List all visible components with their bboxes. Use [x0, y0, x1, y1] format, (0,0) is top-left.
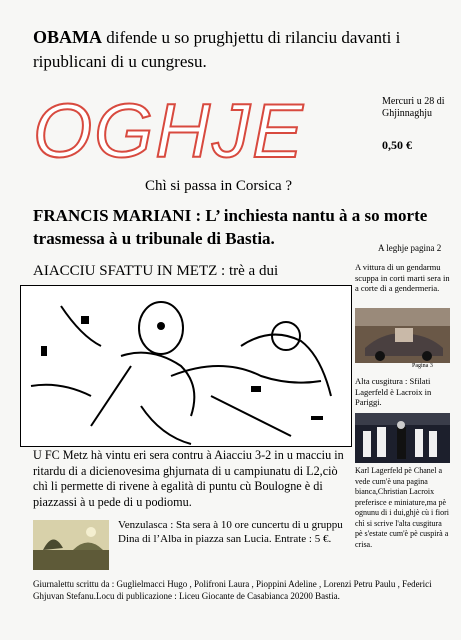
issue-date: Mercuri u 28 di Ghjinnaghju [382, 96, 445, 119]
page-number-note: Pagina 3 [412, 363, 433, 369]
francis-headline: FRANCIS MARIANI : L’ inchiesta nantu à a so morte trasmessa à u tribunale di Bastia. [33, 206, 428, 248]
lagerfeld-article: Karl Lagerfeld pè Chanel a vede cum'è una pagina bianca,Christian Lacroix preferisce e miniature,ma pè ognunu di i dui,ghjè cù i fiori chì si scrive l'alta cusgitura pè s'estate cum'è pè cuspirà a crisa. [355, 466, 449, 549]
fashion-caption: Alta cusgitura : Sfilati Lagerfeld è Lacroix in Pariggi. [355, 376, 432, 407]
masthead-title: OGHJE [33, 89, 305, 174]
top-headline: OBAMA difende u so prughjettu di rilanciu davanti i ripublicani di u cungresu. [33, 27, 401, 71]
gendarmeria-caption: A vittura di un gendarmu scuppa in corti marti sera in a corte di a gendermeria. [355, 262, 450, 293]
concert-announcement: Venzulasca : Sta sera à 10 ore cuncertu di u gruppu Dina di l’Alba in piazza san Lucia. Entrate : 5 €. [118, 519, 343, 545]
fashion-show-photo [355, 413, 450, 463]
sport-article: U FC Metz hà vintu eri sera contru à Aiacciu 3-2 in u macciu in ritardu di a dicienovesima ghjurnata di u campiunatu di L2,ciò chì li permette di rivene à egalità di puntu cù Boulogne è di piazzassi à u pede di u podiomu. [33, 448, 344, 509]
concert-photo [33, 520, 109, 570]
read-page-note: A leghje pagina 2 [378, 243, 442, 253]
issue-price: 0,50 € [382, 138, 412, 152]
credits: Giurnalettu scrittu da : Guglielmacci Hugo , Polifroni Laura , Pioppini Adeline , Lorenzi Petru Paulu , Federici Ghjuvan Stefanu.Locu di publicazione : Liceu Giocante de Casabianca 20200 Bastia. [33, 579, 432, 601]
car-fire-photo [355, 308, 450, 363]
section-question: Chì si passa in Corsica ? [145, 178, 293, 194]
sport-headline: AIACCIU SFATTU IN METZ : trè a dui [33, 263, 279, 279]
football-photo [20, 285, 352, 447]
